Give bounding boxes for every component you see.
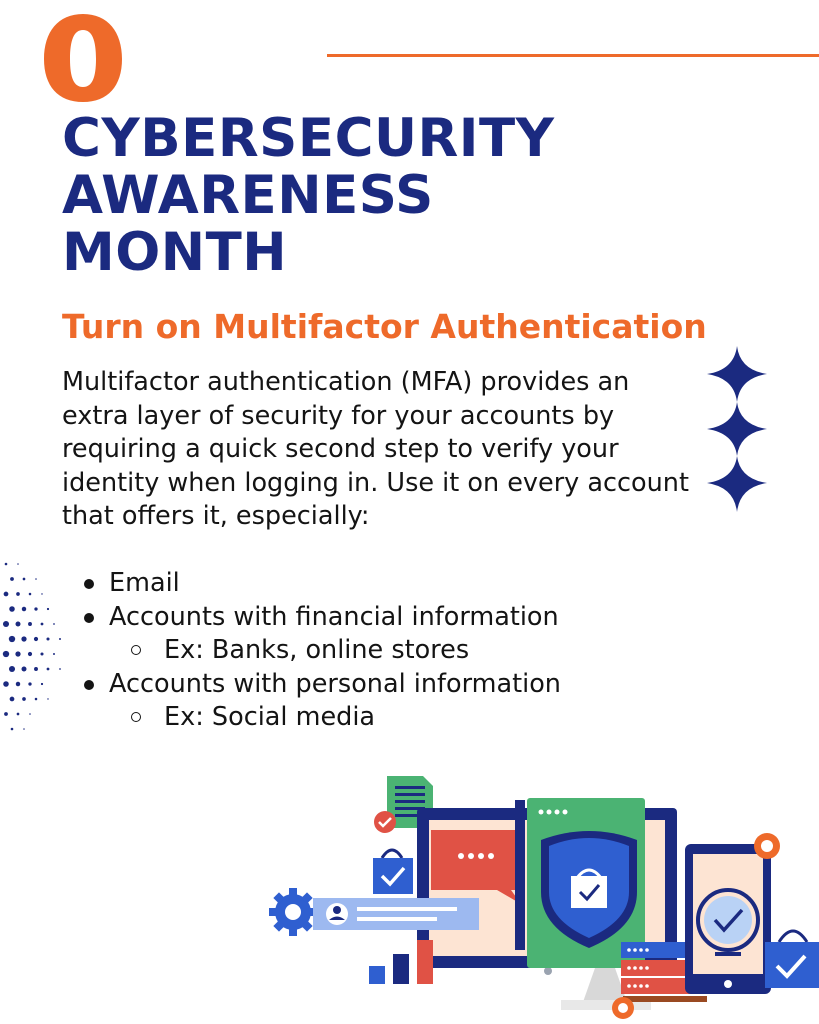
halftone-dot [34,667,38,671]
sub-list-item [109,634,702,668]
sparkle-icon [707,402,767,456]
page-title [62,110,555,281]
subtitle: Turn on Multifactor Authentication [62,307,707,346]
shopping-bag-icon [765,931,819,988]
halftone-dot [4,592,9,597]
login-bar-icon [313,898,479,930]
title-line-1: CYBERSECURITY [62,108,555,169]
halftone-dot [28,682,31,685]
gear-icon [612,997,634,1019]
sub-item-financial-example: Ex: Banks, online stores [164,635,470,665]
list-item [62,668,702,735]
halftone-dot [35,698,38,701]
account-list [62,567,702,735]
halftone-dot [47,668,50,671]
halftone-dots [0,528,70,778]
sub-list-item [109,701,702,735]
halftone-dot [15,651,20,656]
intro-paragraph: Multifactor authentication (MFA) provides an extra layer of security for your accounts by requiring a quick second step to verify your identity when logging in. Use it on every account that offers it, especially: [62,367,689,531]
gear-icon [269,888,317,936]
halftone-dot [23,728,25,730]
shopping-bag-icon [373,850,413,894]
halftone-dot [11,728,14,731]
halftone-dot [9,606,15,612]
halftone-dot [17,713,20,716]
halftone-dot [40,652,43,655]
halftone-dot [21,636,26,641]
halftone-dot [4,712,8,716]
halftone-dot [59,638,61,640]
halftone-dot [22,697,26,701]
halftone-dot [59,668,61,670]
list-item-email: Email [109,568,180,598]
halftone-dot [47,698,48,699]
halftone-dot [29,713,31,715]
halftone-dot [28,652,32,656]
halftone-dot [35,578,37,580]
halftone-dot [16,622,21,627]
mfa-devices-illustration [265,770,819,1024]
halftone-dot [16,592,20,596]
halftone-dot [9,666,15,672]
halftone-dot [53,623,55,625]
halftone-dot [34,607,37,610]
halftone-dot [41,593,42,594]
halftone-dot [17,563,19,565]
halftone-dot [3,681,9,687]
halftone-dot [10,577,14,581]
halftone-dot [9,636,15,642]
sparkle-icon [707,346,767,402]
list-item-personal: Accounts with personal information [109,668,561,699]
halftone-dot [41,683,43,685]
halftone-dot [22,607,26,611]
sub-item-personal-example: Ex: Social media [164,702,376,732]
halftone-dot [10,697,15,702]
sub-list [109,634,702,668]
header-rule [327,54,819,57]
halftone-dot [3,621,9,627]
halftone-dot [5,563,8,566]
phone-icon [685,844,771,994]
list-item [62,567,702,601]
sparkle-icons [705,344,769,514]
halftone-dot [29,593,32,596]
halftone-dot [28,622,32,626]
halftone-dot [23,578,26,581]
title-line-2: AWARENESS [62,165,434,226]
halftone-dot [46,637,49,640]
check-badge-icon [374,811,396,833]
list-item-financial: Accounts with financial information [109,601,559,632]
title-line-3: MONTH [62,222,288,283]
list-item [62,601,702,668]
halftone-dot [47,608,49,610]
halftone-dot [53,653,55,655]
bar-chart-icon [369,940,433,984]
halftone-dot [41,623,44,626]
halftone-dot [3,651,9,657]
sub-list [109,701,702,735]
gear-icon [754,833,780,859]
halftone-dot [22,667,27,672]
halftone-dot [16,682,20,686]
sparkle-icon [707,456,767,512]
orange-o-logo [38,10,128,106]
halftone-dot [34,637,38,641]
